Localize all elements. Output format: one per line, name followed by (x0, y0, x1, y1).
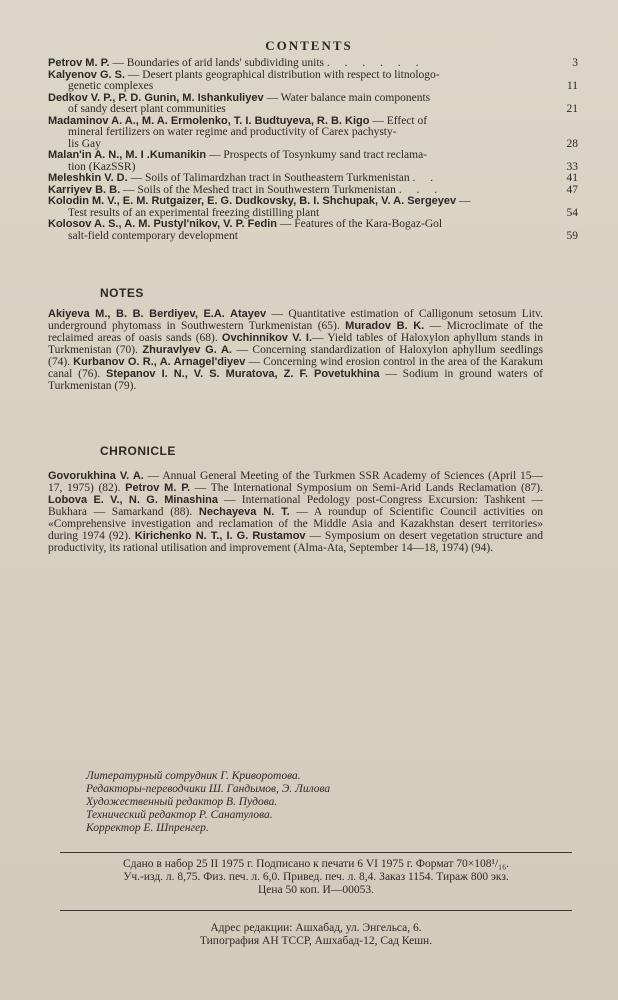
toc-author: Kolosov A. S., A. M. Pustyl'nikov, V. P. Fedin (48, 218, 277, 230)
chronicle-title: — Symposium on desert vegetation structure and productivity, its rational utilisation and improvement (Alma-Ata, September 14—18, 1974) (94). (48, 530, 543, 554)
notes-title: — Concerning standardization of Haloxylon aphyllum seedlings (74). (48, 344, 543, 368)
toc-title: — Soils of Talimardzhan tract in Southeastern Turkmenistan (130, 172, 410, 184)
toc-page-number: 54 (566, 206, 578, 219)
credit-line (86, 796, 330, 809)
toc-title: — Prospects of Tosynkumy sand tract reclama- (208, 149, 428, 161)
address-line: Адрес редакции: Ашхабад, ул. Энгельса, 6. (210, 922, 422, 934)
toc-title-continued: lis Gay (68, 137, 101, 150)
toc-title: — Features of the Kara-Bogaz-Gol (279, 218, 443, 230)
toc-title-continued: mineral fertilizers on water regime and productivity of Carex pachysty- (68, 126, 397, 138)
toc-author: Kolodin M. V., E. M. Rutgaizer, E. G. Dudkovsky, B. I. Shchupak, V. A. Sergeyev (48, 195, 457, 207)
credit-line (86, 822, 330, 835)
toc-title-continued: of sandy desert plant communities (68, 103, 226, 115)
toc-title: — (459, 195, 471, 207)
toc-author: Dedkov V. P., P. D. Gunin, M. Ishankuliyev (48, 91, 264, 104)
notes-title: — Microclimate of the reclaimed areas of oasis sands (68). (48, 320, 543, 344)
toc-author: Meleshkin V. D. (48, 172, 128, 184)
toc-page-number: 59 (566, 229, 578, 242)
chronicle-author: Lobova E. V., N. G. Minashina (48, 494, 218, 506)
imprint-line: Сдано в набор 25 II 1975 г. Подписано к печати 6 VI 1975 г. Формат 70×108¹/₁₆. (122, 858, 509, 870)
toc-title: — Boundaries of arid lands' subdividing units (112, 57, 325, 69)
credit-role: Технический редактор (86, 809, 196, 821)
toc-author: Malan'in A. N., M. I .Kumanikin (48, 149, 207, 161)
toc-entry (48, 196, 578, 219)
credit-role: Корректор (86, 822, 141, 834)
imprint-line: Цена 50 коп. И—00053. (257, 884, 374, 896)
toc-title-continued: tion (KazSSR) (68, 160, 136, 173)
notes-heading: NOTES (100, 286, 144, 300)
notes-author: Zhuravlyev G. A. (142, 344, 232, 356)
address-block (60, 922, 572, 948)
chronicle-title: — International Pedology post-Congress Excursion: Tashkent — Bukhara — Samarkand (88). (48, 494, 543, 518)
toc-leader-dots: . . . . . . (326, 57, 425, 69)
credit-name: Ш. Гандымов, Э. Лилова (208, 783, 331, 795)
credit-line (86, 770, 330, 783)
credit-name: Г. Криворотова. (220, 770, 301, 782)
notes-title: — Sodium in ground waters of Turkmenistan (79). (48, 368, 544, 392)
imprint-top-rule (60, 852, 572, 853)
credit-line (86, 783, 330, 796)
toc-title-continued: genetic complexes (68, 80, 154, 92)
toc-entry (48, 150, 578, 173)
toc-leader-dots: . . (412, 172, 440, 184)
chronicle-author: Petrov M. P. (125, 482, 191, 494)
chronicle-title: — Annual General Meeting of the Turkmen SSR Academy of Sciences (April 15—17, 1975) (82). (48, 470, 543, 494)
credit-name: Р. Санатулова. (198, 809, 273, 821)
toc-title-continued: salt-field contemporary development (68, 229, 238, 242)
address-line: Типография АН ТССР, Ашхабад-12, Сад Кешн. (199, 935, 433, 947)
notes-author: Muradov B. K. (345, 320, 425, 332)
toc-page-number: 33 (566, 160, 578, 173)
imprint-bottom-rule (60, 910, 572, 911)
credit-line (86, 809, 330, 822)
notes-author: Stepanov I. N., V. S. Muratova, Z. F. Povetukhina (106, 368, 380, 380)
notes-title: — Quantitative estimation of Calligonum setosum Litv. underground phytomass in Southwestern Turkmenistan (65). (48, 308, 544, 332)
notes-title: — Yield tables of Haloxylon aphyllum stands in Turkmenistan (70). (48, 332, 544, 356)
toc-page-number: 41 (566, 172, 578, 184)
toc-page-number: 3 (572, 57, 578, 69)
chronicle-heading: CHRONICLE (100, 444, 176, 458)
credit-role: Литературный сотрудник (86, 770, 218, 782)
contents-title: CONTENTS (265, 38, 353, 53)
toc-author: Petrov M. P. (48, 57, 110, 69)
toc-title-continued: Test results of an experimental freezing distilling plant (68, 206, 320, 219)
toc-title: — Soils of the Meshed tract in Southwestern Turkmenistan (123, 183, 396, 196)
imprint-line: Уч.-изд. л. 8,75. Физ. печ. л. 6,0. Привед. печ. л. 8,4. Заказ 1154. Тираж 800 экз. (123, 871, 509, 883)
notes-author: Kurbanov O. R., A. Arnagel'diyev (73, 356, 246, 368)
chronicle-title: — A roundup of Scientific Council activities on «Comprehensive investigation and reclamation of the Middle Asia and Kazakhstan desert territories» during 1974 (92). (48, 506, 543, 542)
notes-title: — Concerning wind erosion control in the area of the Karakum canal (76). (48, 356, 543, 380)
toc-entry (48, 219, 578, 242)
toc-title: — Effect of (372, 114, 428, 127)
toc-title: — Desert plants geographical distribution with respect to litnologo- (127, 68, 440, 81)
chronicle-author: Nechayeva N. T. (198, 506, 290, 518)
credits-block (86, 770, 330, 835)
notes-paragraph (48, 308, 543, 392)
toc-entry (48, 70, 578, 93)
toc-entry (48, 116, 578, 151)
notes-author: Akiyeva M., B. B. Berdiyev, E.A. Atayev (48, 308, 267, 320)
chronicle-title: — The International Symposium on Semi-Arid Lands Reclamation (87). (190, 482, 543, 494)
toc-author: Madaminov A. A., M. A. Ermolenko, T. I. Budtuyeva, R. B. Kigo (48, 114, 370, 127)
toc-page-number: 11 (566, 80, 578, 92)
chronicle-author: Govorukhina V. A. (48, 470, 144, 482)
toc-entry (48, 93, 578, 116)
toc-page-number: 28 (566, 137, 578, 150)
credit-role: Редакторы-переводчики (86, 783, 206, 795)
credit-name: Е. Шпренгер. (143, 822, 209, 834)
credit-role: Художественный редактор (86, 796, 224, 808)
toc-list (48, 58, 578, 242)
toc-leader-dots: . . . (398, 183, 444, 196)
imprint-block (60, 858, 572, 897)
notes-author: Ovchinnikov V. I. (221, 332, 313, 344)
toc-author: Karriyev B. B. (48, 183, 121, 196)
toc-author: Kalyenov G. S. (48, 68, 126, 81)
credit-name: В. Пудова. (226, 796, 278, 808)
chronicle-author: Kirichenko N. T., I. G. Rustamov (134, 530, 306, 542)
toc-title: — Water balance main components (266, 91, 431, 104)
toc-page-number: 21 (566, 103, 578, 115)
toc-page-number: 47 (566, 183, 578, 196)
chronicle-paragraph (48, 470, 543, 554)
